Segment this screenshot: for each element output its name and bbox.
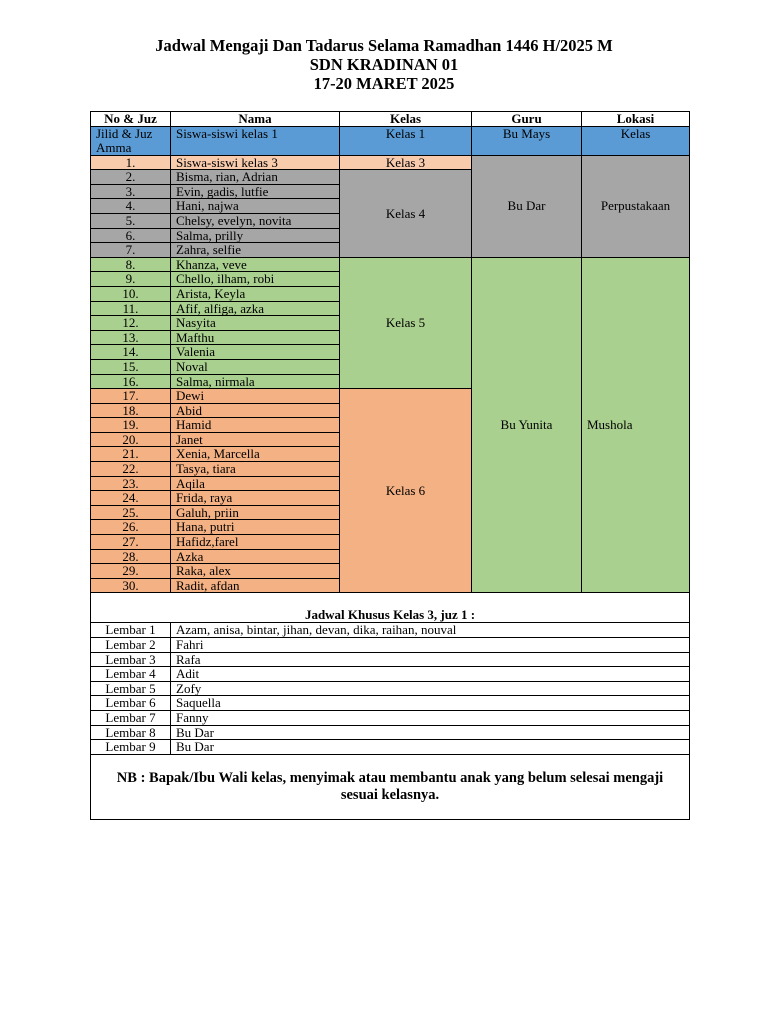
cell-no: 30. (91, 578, 171, 593)
cell-lembar: Lembar 2 (91, 638, 171, 653)
note-text: NB : Bapak/Ibu Wali kelas, menyimak atau membantu anak yang belum selesai mengaji sesuai kelasnya. (91, 754, 690, 819)
table-row-kelas1 (91, 126, 690, 155)
cell-no: 9. (91, 272, 171, 287)
cell-no: 8. (91, 257, 171, 272)
cell-nama: Hafidz,farel (171, 535, 340, 550)
special-row (91, 652, 690, 667)
cell-lembar: Lembar 1 (91, 623, 171, 638)
cell-no: 26. (91, 520, 171, 535)
cell-lembar-nama: Bu Dar (171, 740, 690, 755)
cell-kelas-3: Kelas 3 (340, 155, 472, 170)
cell-nama: Bisma, rian, Adrian (171, 170, 340, 185)
cell-nama: Noval (171, 359, 340, 374)
cell-lembar: Lembar 4 (91, 667, 171, 682)
cell-lembar-nama: Bu Dar (171, 725, 690, 740)
special-title-row (91, 593, 690, 623)
document-title (0, 36, 768, 93)
cell-no: 19. (91, 418, 171, 433)
cell-nama: Raka, alex (171, 564, 340, 579)
cell-nama: Khanza, veve (171, 257, 340, 272)
header-row (91, 112, 690, 127)
cell-no: 14. (91, 345, 171, 360)
cell-nama: Afif, alfiga, azka (171, 301, 340, 316)
cell-lembar-nama: Fanny (171, 710, 690, 725)
special-row (91, 710, 690, 725)
cell-nama: Mafthu (171, 330, 340, 345)
cell-no: 10. (91, 286, 171, 301)
cell-lembar: Lembar 9 (91, 740, 171, 755)
cell-kelas-5: Kelas 5 (340, 257, 472, 388)
cell-guru-bu-yunita: Bu Yunita (472, 257, 582, 593)
cell-no: 4. (91, 199, 171, 214)
table-row (91, 257, 690, 272)
special-row (91, 696, 690, 711)
cell-no: 20. (91, 432, 171, 447)
cell-nama: Siswa-siswi kelas 1 (171, 126, 340, 155)
cell-nama: Hamid (171, 418, 340, 433)
special-schedule-title: Jadwal Khusus Kelas 3, juz 1 : (91, 593, 690, 623)
cell-nama: Tasya, tiara (171, 462, 340, 477)
cell-no: 16. (91, 374, 171, 389)
cell-nama: Abid (171, 403, 340, 418)
cell-no: 17. (91, 389, 171, 404)
title-line-3: 17-20 MARET 2025 (313, 74, 455, 93)
cell-nama: Evin, gadis, lutfie (171, 184, 340, 199)
cell-nama: Chelsy, evelyn, novita (171, 213, 340, 228)
col-header-no: No & Juz (91, 112, 171, 127)
cell-nama: Dewi (171, 389, 340, 404)
cell-no: 13. (91, 330, 171, 345)
cell-lembar: Lembar 3 (91, 652, 171, 667)
title-line-1: Jadwal Mengaji Dan Tadarus Selama Ramadhan 1446 H/2025 M (155, 36, 613, 55)
cell-lembar: Lembar 5 (91, 681, 171, 696)
cell-nama: Nasyita (171, 316, 340, 331)
special-row (91, 725, 690, 740)
table-row (91, 155, 690, 170)
special-row (91, 638, 690, 653)
cell-no: 6. (91, 228, 171, 243)
cell-no: 7. (91, 243, 171, 258)
cell-nama: Frida, raya (171, 491, 340, 506)
cell-kelas-6: Kelas 6 (340, 389, 472, 593)
cell-no: Jilid & Juz Amma (91, 126, 171, 155)
cell-nama: Hani, najwa (171, 199, 340, 214)
cell-no: 11. (91, 301, 171, 316)
cell-lokasi: Kelas (582, 126, 690, 155)
cell-lembar-nama: Fahri (171, 638, 690, 653)
cell-lembar-nama: Azam, anisa, bintar, jihan, devan, dika, raihan, nouval (171, 623, 690, 638)
cell-nama: Janet (171, 432, 340, 447)
cell-nama: Salma, prilly (171, 228, 340, 243)
col-header-lokasi: Lokasi (582, 112, 690, 127)
cell-no: 15. (91, 359, 171, 374)
special-row (91, 667, 690, 682)
cell-no: 2. (91, 170, 171, 185)
cell-nama: Chello, ilham, robi (171, 272, 340, 287)
special-row (91, 623, 690, 638)
cell-nama: Radit, afdan (171, 578, 340, 593)
schedule-table (90, 111, 690, 820)
cell-nama: Hana, putri (171, 520, 340, 535)
cell-kelas-4: Kelas 4 (340, 170, 472, 258)
cell-nama: Xenia, Marcella (171, 447, 340, 462)
cell-no: 3. (91, 184, 171, 199)
cell-nama: Siswa-siswi kelas 3 (171, 155, 340, 170)
col-header-guru: Guru (472, 112, 582, 127)
cell-no: 5. (91, 213, 171, 228)
special-row (91, 681, 690, 696)
cell-no: 28. (91, 549, 171, 564)
col-header-nama: Nama (171, 112, 340, 127)
cell-lembar: Lembar 6 (91, 696, 171, 711)
cell-no: 27. (91, 535, 171, 550)
cell-no: 24. (91, 491, 171, 506)
cell-nama: Azka (171, 549, 340, 564)
cell-guru: Bu Mays (472, 126, 582, 155)
note-row (91, 754, 690, 819)
cell-nama: Galuh, priin (171, 505, 340, 520)
cell-no: 29. (91, 564, 171, 579)
cell-lembar: Lembar 8 (91, 725, 171, 740)
cell-lembar: Lembar 7 (91, 710, 171, 725)
cell-nama: Aqila (171, 476, 340, 491)
cell-lokasi-perpustakaan: Perpustakaan (582, 155, 690, 257)
cell-lembar-nama: Rafa (171, 652, 690, 667)
cell-no: 21. (91, 447, 171, 462)
cell-nama: Arista, Keyla (171, 286, 340, 301)
cell-nama: Zahra, selfie (171, 243, 340, 258)
special-row (91, 740, 690, 755)
cell-no: 23. (91, 476, 171, 491)
cell-no: 22. (91, 462, 171, 477)
col-header-kelas: Kelas (340, 112, 472, 127)
cell-no: 25. (91, 505, 171, 520)
cell-lokasi-mushola: Mushola (582, 257, 690, 593)
title-line-2: SDN KRADINAN 01 (309, 55, 459, 74)
cell-no: 18. (91, 403, 171, 418)
cell-nama: Valenia (171, 345, 340, 360)
cell-no: 1. (91, 155, 171, 170)
cell-lembar-nama: Adit (171, 667, 690, 682)
cell-nama: Salma, nirmala (171, 374, 340, 389)
cell-kelas: Kelas 1 (340, 126, 472, 155)
cell-lembar-nama: Saquella (171, 696, 690, 711)
cell-guru-bu-dar: Bu Dar (472, 155, 582, 257)
cell-no: 12. (91, 316, 171, 331)
cell-lembar-nama: Zofy (171, 681, 690, 696)
